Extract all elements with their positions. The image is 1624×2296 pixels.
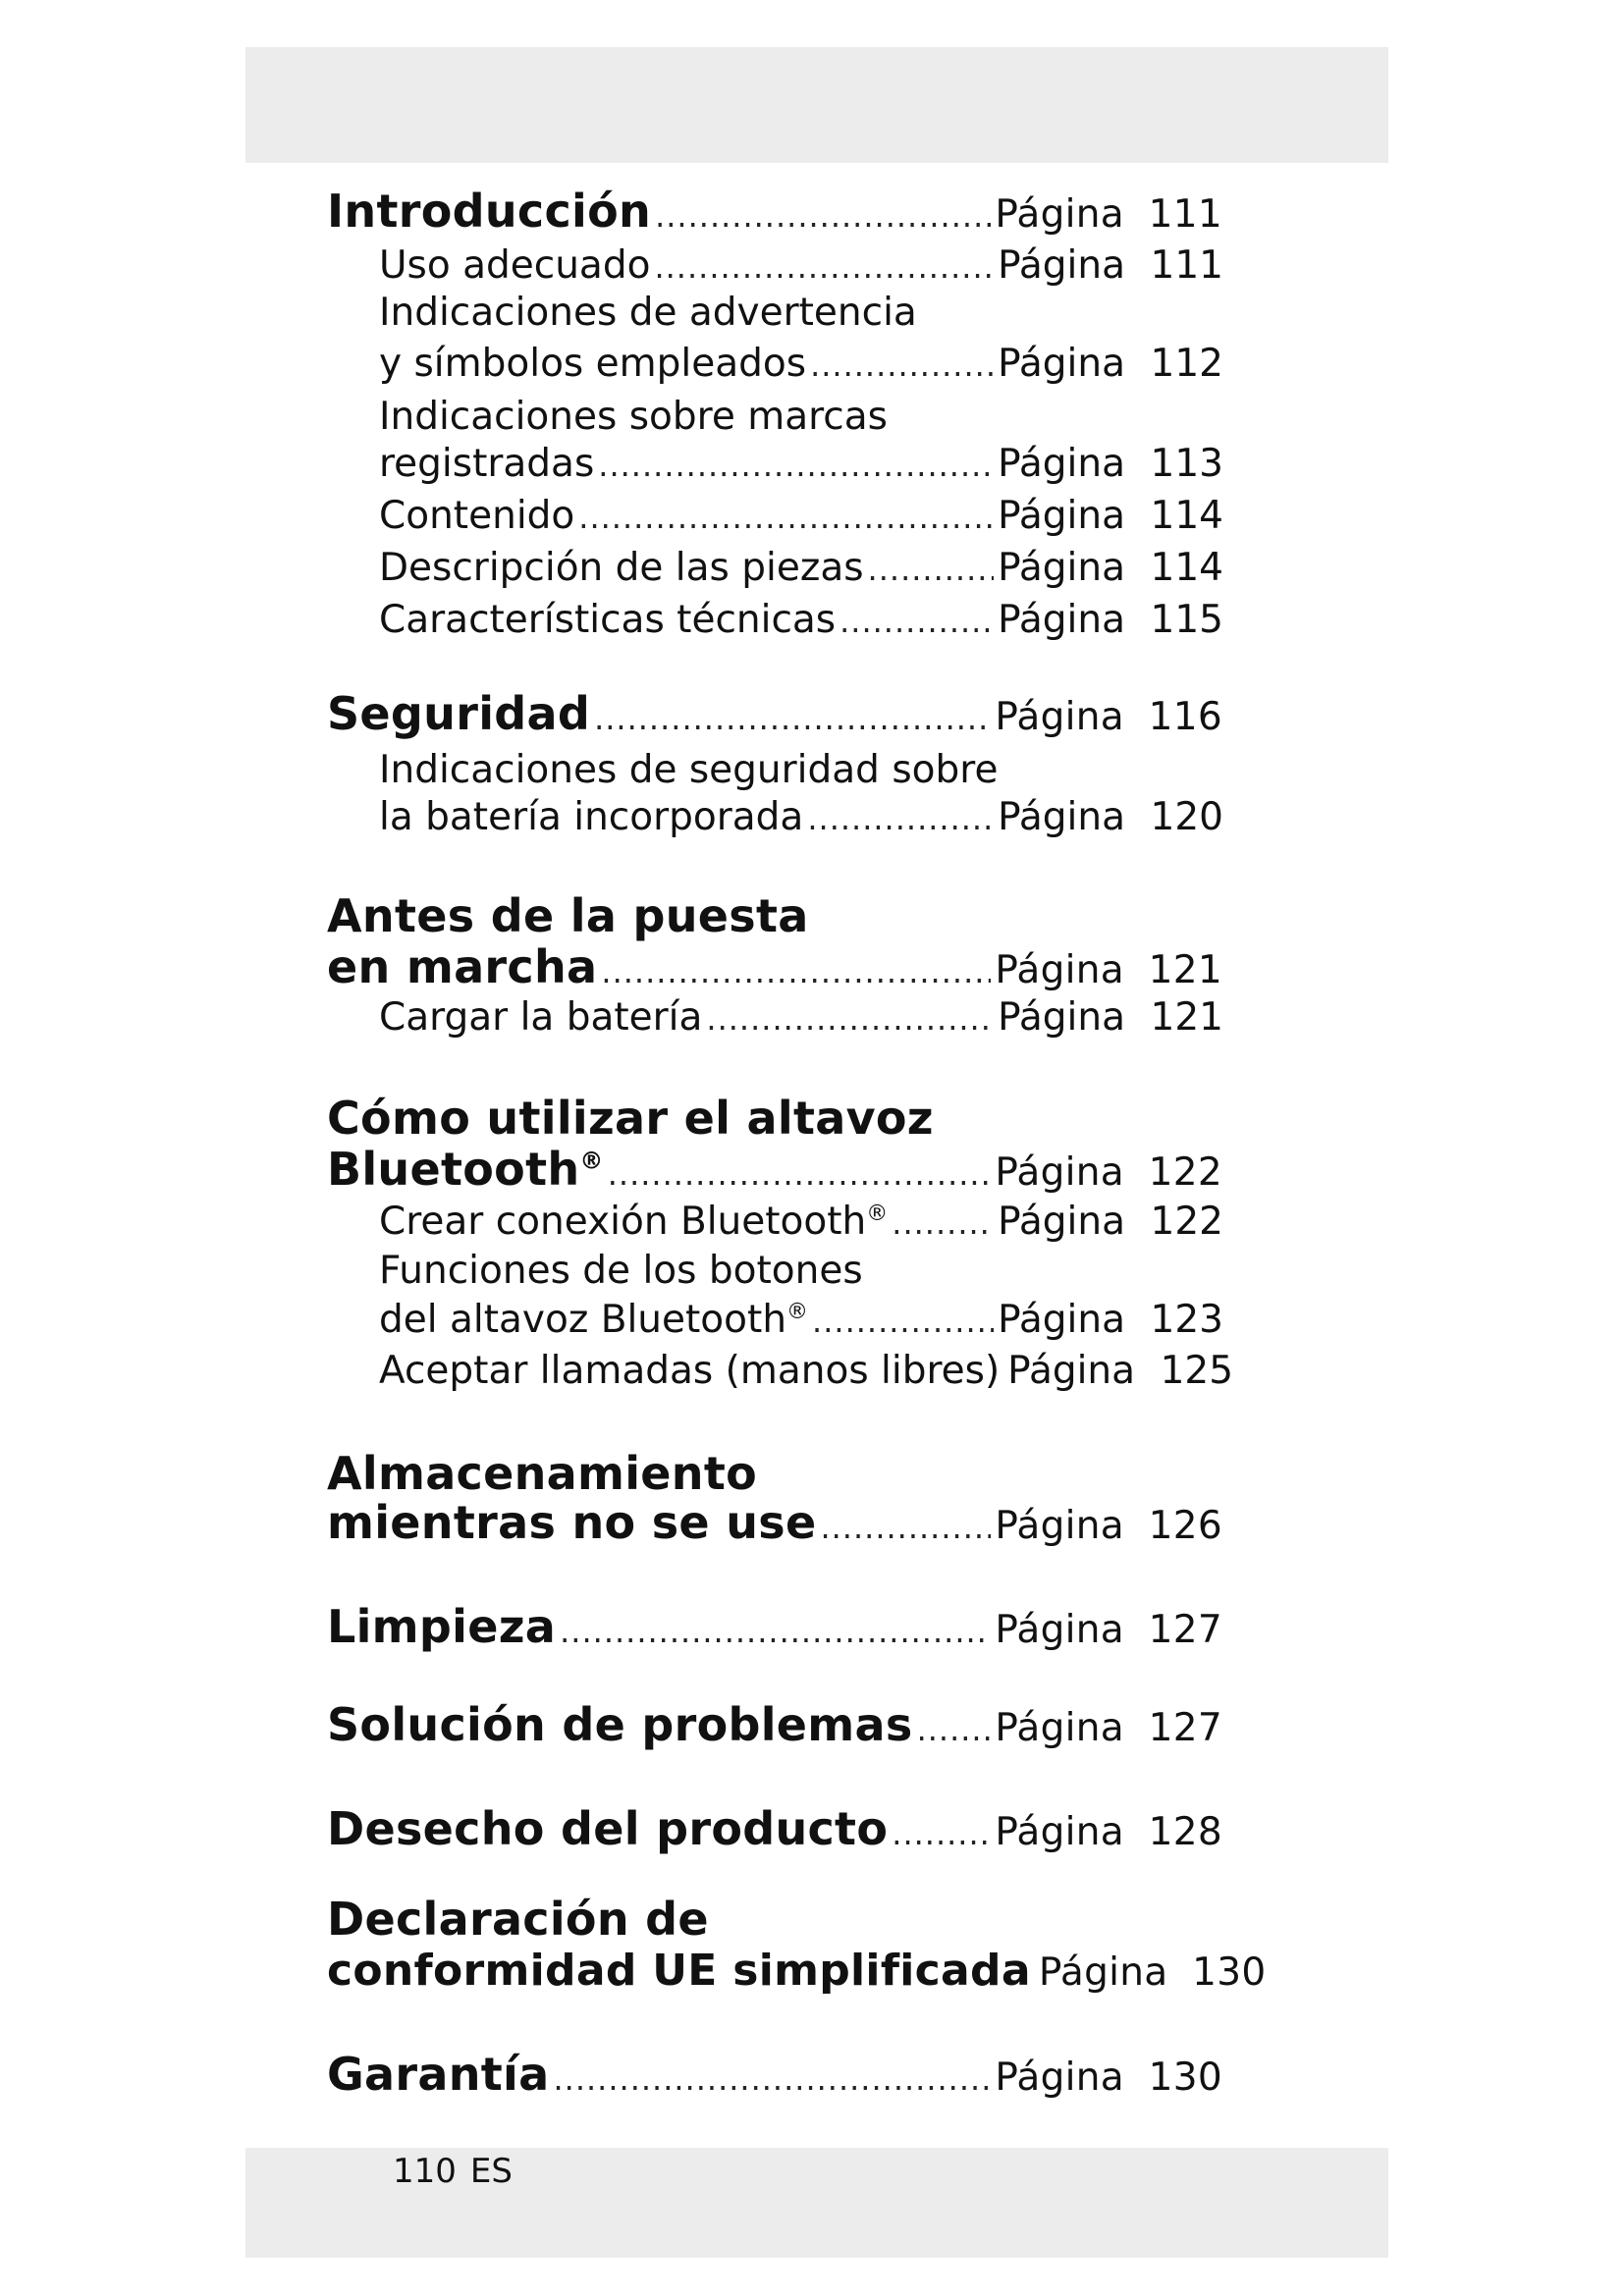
- toc-label: Almacenamiento: [327, 1447, 758, 1500]
- toc-entry-antes-line1: [327, 889, 809, 942]
- leader-dots: [839, 603, 994, 640]
- page-word: Página: [995, 695, 1124, 739]
- toc-entry-como[interactable]: [327, 1143, 1222, 1196]
- toc-entry-seg-bateria-line1: [379, 748, 998, 792]
- toc-entry-seguridad[interactable]: [327, 687, 1222, 740]
- toc-label-text: del altavoz Bluetooth: [379, 1298, 787, 1342]
- toc-entry-declaracion-line1: [327, 1893, 709, 1946]
- page-number: 128: [1148, 1810, 1222, 1854]
- page-number: 127: [1148, 1608, 1222, 1652]
- page-word: Página: [998, 243, 1125, 288]
- registered-mark: ®: [786, 1300, 809, 1324]
- page-number: 111: [1148, 192, 1222, 237]
- toc-label: [379, 1298, 808, 1342]
- toc-label: mientras no se use: [327, 1496, 817, 1549]
- page-number: 114: [1150, 546, 1223, 590]
- toc-label: conformidad UE simplificada: [327, 1946, 1031, 1996]
- toc-label: Uso adecuado: [379, 243, 651, 288]
- page-word: Página: [995, 1150, 1124, 1195]
- toc-label: registradas: [379, 442, 595, 486]
- toc-label: en marcha: [327, 940, 598, 993]
- page-word: Página: [998, 494, 1125, 538]
- leader-dots: [868, 551, 995, 588]
- toc-entry-caracteristicas[interactable]: [379, 598, 1223, 642]
- toc-label: [327, 1143, 604, 1196]
- footer-language: ES: [469, 2152, 513, 2191]
- toc-entry-almacen[interactable]: [327, 1496, 1222, 1549]
- leader-dots: [917, 1711, 992, 1748]
- leader-dots: [601, 953, 991, 990]
- toc-entry-descripcion[interactable]: [379, 546, 1223, 590]
- toc-entry-marcas[interactable]: [379, 442, 1223, 486]
- leader-dots: [578, 499, 994, 536]
- page-word: Página: [998, 1200, 1125, 1244]
- page-word: Página: [995, 192, 1124, 237]
- toc-entry-contenido[interactable]: [379, 494, 1223, 538]
- leader-dots: [553, 2060, 991, 2098]
- leader-dots: [598, 447, 994, 484]
- toc-label: Cómo utilizar el altavoz: [327, 1092, 934, 1145]
- page-number: 115: [1150, 598, 1223, 642]
- toc-label: Cargar la batería: [379, 995, 703, 1040]
- toc-label: Contenido: [379, 494, 575, 538]
- page-word: Página: [998, 342, 1125, 386]
- toc-label-text: Bluetooth: [327, 1143, 580, 1196]
- toc-label: Descripción de las piezas: [379, 546, 864, 590]
- page-number: 126: [1148, 1504, 1222, 1548]
- toc-label: la batería incorporada: [379, 795, 804, 839]
- leader-dots: [892, 1815, 991, 1852]
- page-number: 112: [1150, 342, 1223, 386]
- page-word: Página: [995, 2056, 1124, 2100]
- leader-dots: [810, 347, 994, 384]
- leader-dots: [608, 1155, 992, 1193]
- page-footer: [393, 2152, 526, 2191]
- leader-dots: [654, 248, 994, 286]
- toc-entry-funciones-line1: [379, 1249, 863, 1293]
- page-word: Página: [995, 1810, 1124, 1854]
- toc-label: Declaración de: [327, 1893, 709, 1946]
- page-number: 130: [1148, 2056, 1222, 2100]
- page-number: 113: [1150, 442, 1223, 486]
- page-word: Página: [998, 442, 1125, 486]
- page-word: Página: [998, 598, 1125, 642]
- page-number: 114: [1150, 494, 1223, 538]
- toc-label: Introducción: [327, 185, 652, 238]
- toc-label: y símbolos empleados: [379, 342, 807, 386]
- toc-entry-declaracion[interactable]: [327, 1946, 1267, 1996]
- leader-dots: [560, 1613, 991, 1650]
- page-word: Página: [995, 948, 1124, 992]
- toc-entry-introduccion[interactable]: [327, 185, 1222, 238]
- registered-mark: ®: [866, 1201, 889, 1226]
- leader-dots: [892, 1204, 994, 1242]
- toc-entry-marcas-line1: [379, 395, 888, 439]
- page-number: 127: [1148, 1706, 1222, 1750]
- leader-dots: [812, 1303, 994, 1340]
- page-number: 122: [1148, 1150, 1222, 1195]
- toc-entry-solucion[interactable]: [327, 1698, 1222, 1751]
- leader-dots: [807, 800, 994, 837]
- page-number: 116: [1148, 695, 1222, 739]
- leader-dots: [820, 1509, 991, 1546]
- page-number: 111: [1150, 243, 1223, 288]
- toc-entry-antes[interactable]: [327, 940, 1222, 993]
- page-number: 120: [1150, 795, 1223, 839]
- toc-label: Seguridad: [327, 687, 591, 740]
- page-word: Página: [998, 795, 1125, 839]
- header-band: [245, 47, 1388, 163]
- toc-entry-aceptar[interactable]: [379, 1349, 1234, 1393]
- page-number: 130: [1192, 1950, 1267, 1995]
- toc-entry-almacen-line1: [327, 1447, 757, 1500]
- page-word: Página: [998, 1298, 1125, 1342]
- page-number: 125: [1160, 1349, 1234, 1393]
- page-word: Página: [995, 1504, 1124, 1548]
- leader-dots: [594, 700, 991, 737]
- page-word: Página: [1038, 1950, 1168, 1995]
- toc-entry-uso-adecuado[interactable]: [379, 243, 1223, 288]
- page-word: Página: [998, 546, 1125, 590]
- page-number: 123: [1150, 1298, 1223, 1342]
- toc-label: Limpieza: [327, 1600, 557, 1653]
- toc-entry-desecho[interactable]: [327, 1802, 1222, 1855]
- toc-entry-advertencias[interactable]: [379, 342, 1223, 386]
- toc-label: Antes de la puesta: [327, 889, 809, 942]
- toc-entry-cargar[interactable]: [379, 995, 1223, 1040]
- page-number: 122: [1150, 1200, 1223, 1244]
- page-word: Página: [995, 1608, 1124, 1652]
- toc-entry-advertencias-line1: [379, 291, 917, 335]
- toc-entry-seg-bateria[interactable]: [379, 795, 1223, 839]
- toc-label: Garantía: [327, 2048, 550, 2101]
- toc-entry-funciones[interactable]: [379, 1298, 1223, 1342]
- footer-page-number: 110: [393, 2152, 457, 2191]
- toc-label: Indicaciones de seguridad sobre: [379, 748, 999, 792]
- toc-label: Indicaciones sobre marcas: [379, 395, 888, 439]
- toc-label: Funciones de los botones: [379, 1249, 863, 1293]
- page-word: Página: [995, 1706, 1124, 1750]
- toc-entry-limpieza[interactable]: [327, 1600, 1222, 1653]
- page-number: 121: [1150, 995, 1223, 1040]
- toc-label: Indicaciones de advertencia: [379, 291, 917, 335]
- page-number: 121: [1148, 948, 1222, 992]
- toc-label: Aceptar llamadas (manos libres): [379, 1349, 1001, 1393]
- page-word: Página: [1007, 1349, 1136, 1393]
- page-word: Página: [998, 995, 1125, 1040]
- toc-label: Características técnicas: [379, 598, 837, 642]
- toc-entry-crear[interactable]: [379, 1200, 1223, 1244]
- toc-label: [379, 1200, 888, 1244]
- registered-mark: ®: [579, 1147, 604, 1175]
- toc-label-text: Crear conexión Bluetooth: [379, 1200, 867, 1244]
- leader-dots: [706, 1000, 994, 1038]
- toc-label: Desecho del producto: [327, 1802, 889, 1855]
- toc-label: Solución de problemas: [327, 1698, 913, 1751]
- toc-entry-como-line1: [327, 1092, 934, 1145]
- leader-dots: [655, 197, 991, 235]
- toc-entry-garantia[interactable]: [327, 2048, 1222, 2101]
